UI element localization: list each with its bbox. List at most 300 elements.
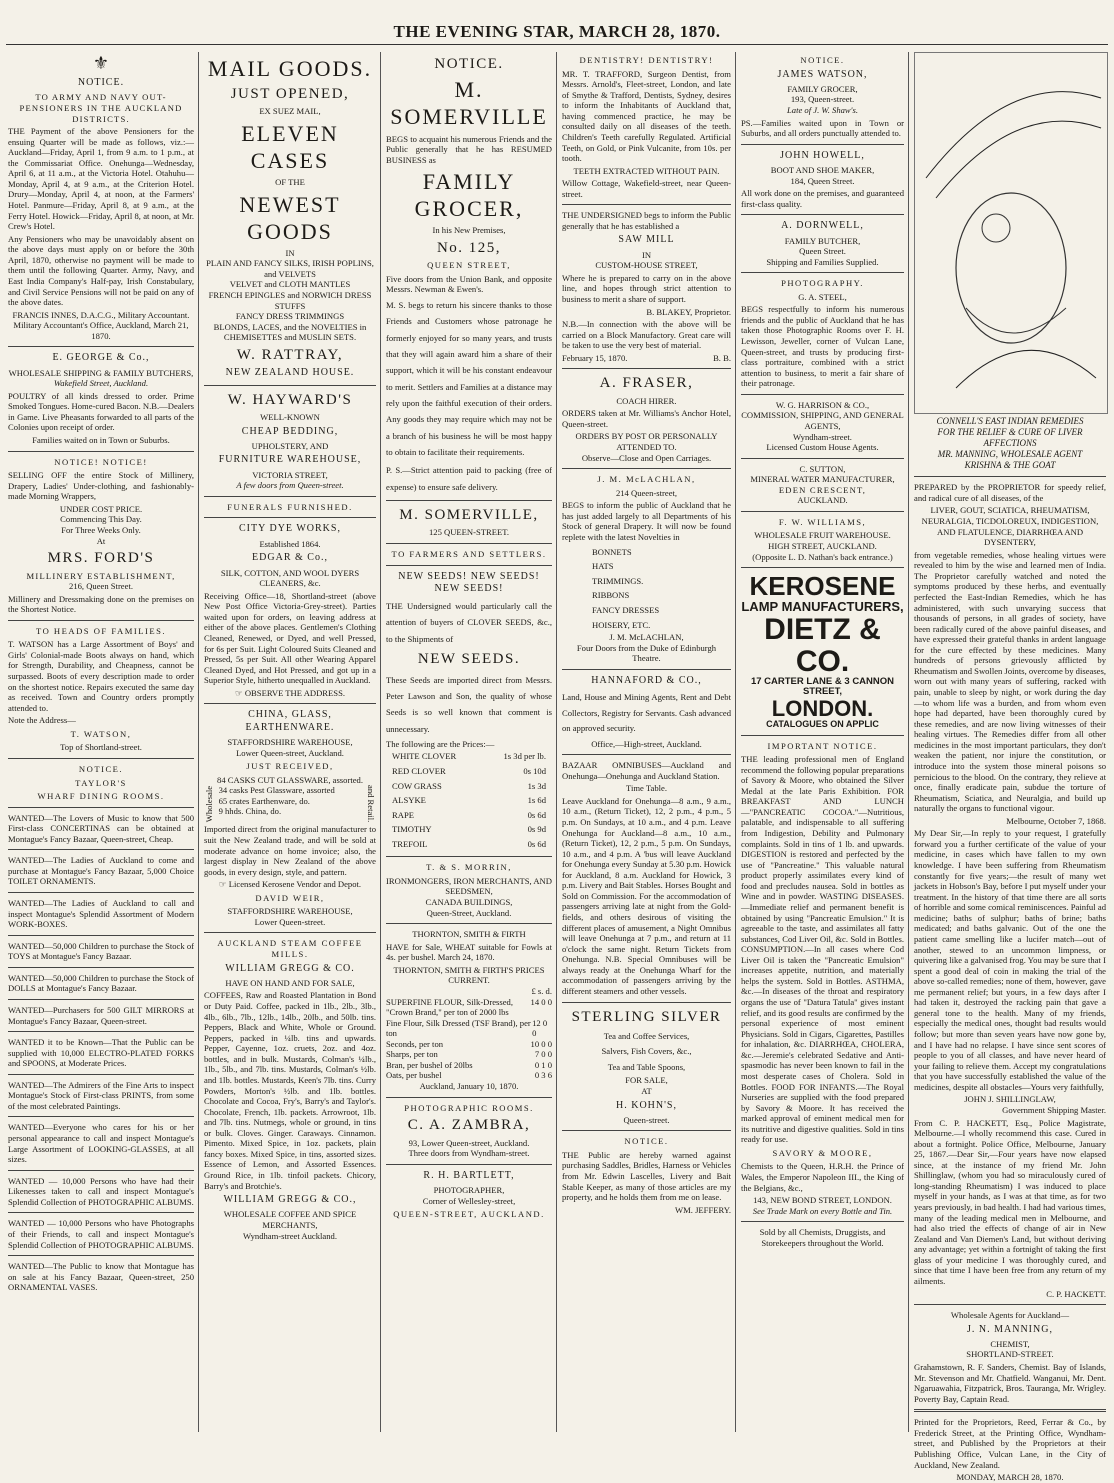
eleven-cases: ELEVEN CASES	[241, 121, 339, 174]
flour-price: 14 0 0	[530, 996, 552, 1007]
new-seeds-heading: NEW SEEDS! NEW SEEDS! NEW SEEDS!	[398, 570, 540, 594]
notice-heading: NOTICE.	[434, 56, 504, 72]
printed-imprint: Printed for the Proprietors, Reed, Ferrar & Co., by Frederick Street, at the Printing Office, Wyndham-street, and Published by the Proprietors at their Publishing Office, Vulcan Lane, in the City of Auckland, New Zealand.	[914, 1417, 1106, 1470]
china-heading: CHINA, GLASS, EARTHENWARE.	[245, 709, 335, 733]
column-4	[558, 52, 735, 1432]
ford-at: At	[96, 535, 106, 546]
taylor-name: TAYLOR'S	[75, 777, 127, 788]
army-body: THE Payment of the above Pensioners for the ensuing Quarter will be made as follows, viz.:— Auckland—Friday, April 1, from 9 a.m. to 1 p.m., at the Commissariat Office. Onehunga—Wednesday, April 6, at 11 a.m., at the Victoria Hotel. Otahuhu—Monday, April 4, at 9 a.m., at the Criterion Hotel. Drury—Monday, April 4, at noon, at the Farmers' Hotel. Panmure—Friday, April 8, at 9 a.m., at the Ferry Hotel. Howick—Friday, April 8, at noon, at Mr. Crew's Hotel.	[8, 126, 194, 232]
thornton-name: THORNTON, SMITH & FIRTH	[412, 929, 526, 940]
thornton-prices: THORNTON, SMITH & FIRTH'S PRICES CURRENT.	[393, 964, 545, 986]
wholesale-label: Wholesale	[204, 786, 214, 823]
divider	[8, 1116, 194, 1117]
george-name: E. GEORGE & Co.,	[52, 352, 150, 364]
army-body-2: Any Pensioners who may be unavoidably absent on the above days must apply on or before the 30th April, 1870, otherwise no payment will be made to them until the following Quarter. Army, Navy, and East India Company's Half-pay, Irish Constabulary, and Civil Service Pensions will not be paid on any of the above dates.	[8, 233, 194, 308]
seed-name: ALSYKE	[392, 795, 426, 806]
ford-body: SELLING OFF the entire Stock of Millinery, Drapery, Ladies' Under-clothing, and fashionably-made Morning Wrappers,	[8, 470, 194, 502]
dye-body: Receiving Office—18, Shortland-street (above New Post Office Victoria-Grey-street). Parties waited upon for orders, on leaving address at either of the above places. Gentlemen's Clothing Cleaned, Renewed, or Dyed, and well Pressed, for 6s per Suit. Light Coloured Suits Cleaned and Pressed, 5s per Suit. All other Wearing Apparel Cleaned Dyed, and Hot Pressed, and got up in a Superior Style, hitherto unequalled in Auckland.	[204, 590, 376, 686]
liver-diseases: LIVER, GOUT, SCIATICA, RHEUMATISM, NEURALGIA, TICDOLOREUX, INDIGESTION, AND FLATULENCE, DIARRHŒA AND DYSENTERY,	[921, 505, 1099, 548]
divider	[8, 1255, 194, 1256]
flour-item: Sharps, per ton	[386, 1049, 438, 1060]
harrison-licensed: Licensed Custom House Agents.	[766, 442, 879, 453]
five-doors: Five doors from the Union Bank, and opposite Messrs. Newman & Ewen's.	[386, 273, 552, 295]
gregg-sub: HAVE ON HAND AND FOR SALE,	[225, 977, 355, 988]
army-signature: FRANCIS INNES, D.A.C.G., Military Accountant.	[12, 309, 190, 320]
masthead-rule	[6, 44, 1108, 45]
bazaar-body: Leave Auckland for Onehunga—8 a.m., 9 a.m., 10 a.m., (Return Ticket), 12, 2 p.m., 4 p.m., 5 p.m. On Sundays, at 10 a.m., and 4 p.m. Leave Onehunga for Auckland—8 a.m., 10 a.m., (Return Ticket), 12, 2 p.m., 5 p.m. On Sundays, 10 a.m., and 4 p.m. A 'bus will leave Auckland for Onehunga every Sunday at 5.30 p.m. Howick for Auckland, 8 a.m. Auckland for Howick, 3 p.m. Livery and Bait Stables. Horses Bought and Sold on Commission. For the accommodation of passengers arriving late at night from the Gold-fields, and others desirous of visiting the different places of amusement, a Night Omnibus will leave Onehunga at 7 p.m., and return at 11 o'clock the same night. Return Tickets from Onehunga. N.B. Special Omnibuses will be always ready at the Onehunga Wharf for the accommodation of passengers arriving by the different steamers and other vessels.	[562, 795, 731, 996]
dye-sub: SILK, COTTON, AND WOOL DYERS CLEANERS, &c.	[220, 567, 360, 589]
watson-sub: FAMILY GROCER,	[787, 83, 858, 94]
blakey-signature: B. BLAKEY, Proprietor.	[646, 306, 731, 317]
notice-heading: NOTICE.	[77, 77, 125, 89]
divider	[8, 807, 194, 808]
notice-heading-2: NOTICE.	[624, 1136, 669, 1147]
flour-price: 12 0 0	[532, 1017, 548, 1039]
seed-price: 1s 3d	[527, 780, 546, 791]
remedies-illustration-icon	[916, 58, 1106, 408]
seed-price-row	[386, 779, 552, 794]
bazaar-heading: BAZAAR OMNIBUSES—Auckland and Onehunga—Onehunga and Auckland Station.	[562, 760, 731, 781]
flour-price: 0 3 6	[534, 1070, 552, 1081]
fraser-name: A. FRASER,	[599, 375, 694, 392]
edgar-name: EDGAR & Co.,	[252, 552, 328, 564]
flour-row	[386, 997, 552, 1018]
wanted-item: WANTED—The Admirers of the Fine Arts to inspect Montague's Stock of First-class PRINTS, from some of the most celebrated Paintings.	[8, 1079, 194, 1111]
divider	[8, 758, 194, 759]
chemist-label: CHEMIST,	[990, 1338, 1030, 1349]
seed-price-row	[386, 749, 552, 764]
seed-price: 0s 9d	[527, 824, 546, 835]
rattray-name: W. RATTRAY,	[236, 346, 344, 363]
howell-body: All work done on the premises, and guaranteed first-class quality.	[741, 188, 904, 209]
seed-name: TIMOTHY	[392, 824, 432, 835]
london-heading: LONDON.	[771, 696, 874, 722]
hackett-body: From C. P. HACKETT, Esq., Police Magistrate, Melbourne.—I wholly recommend this case. Cured in about a fortnight. Police Office, Melbourne, January 25, 1867.—Dear Sir,—Four years have now elapsed since, at the instance of my friend Mr. John Shillinglaw, (whom you had so miraculously cured of long-standing Rheumatism) I was induced to place myself in your hands, as I was at that time, as for two years previously, in bad health. I had had various times, many of the leading medical men in Melbourne, and had also tried the effects of change of air in New Zealand and Van Diemen's Land, but without deriving any advantage; yet within a fortnight of taking the first glass of your medicine I was thoroughly cured, and since that time I have been free from any return of my ailments.	[914, 1117, 1106, 1286]
weir-sub: STAFFORDSHIRE WAREHOUSE,	[227, 906, 353, 917]
dietz-name: DIETZ & CO.	[764, 613, 881, 678]
upholstery: UPHOLSTERY, AND	[251, 440, 329, 451]
silver-items	[562, 1029, 731, 1075]
divider	[204, 932, 376, 933]
wanted-item: WANTED—50,000 Children to purchase the Stock of DOLLS at Montague's Fancy Bazaar.	[8, 972, 194, 994]
for-sale: FOR SALE,	[625, 1075, 668, 1086]
mclachlan-item: HATS	[592, 561, 614, 572]
heads-name: T. WATSON,	[70, 728, 132, 739]
royal-arms-icon: ⚜	[92, 53, 110, 73]
few-doors: A few doors from Queen-street.	[236, 480, 344, 491]
flour-item: SUPERFINE FLOUR, Silk-Dressed, "Crown Brand," per ton of 2000 lbs	[386, 996, 514, 1018]
velvet-mantles: VELVET and CLOTH MANTLES	[229, 279, 351, 290]
savory-address: 143, NEW BOND STREET, LONDON.	[753, 1195, 892, 1206]
photography-heading: PHOTOGRAPHY.	[781, 278, 864, 289]
army-date: Military Accountant's Office, Auckland, March 21, 1870.	[13, 320, 189, 341]
kerosene-depot: ☞ Licensed Kerosene Vendor and Depot.	[218, 879, 362, 890]
seed-price-row	[386, 822, 552, 837]
shortland-street: SHORTLAND-STREET.	[966, 1349, 1054, 1360]
mclachlan-item: FANCY DRESSES	[592, 604, 660, 615]
victoria-street: VICTORIA STREET,	[252, 469, 328, 480]
ford-foot: Millinery and Dressmaking done on the premises on the Shortest Notice.	[8, 593, 194, 615]
hannaford-name: HANNAFORD & CO.,	[591, 674, 702, 686]
jeffery-signature: WM. JEFFERY.	[675, 1204, 731, 1215]
divider	[8, 451, 194, 452]
ford-establishment: MILLINERY ESTABLISHMENT,	[26, 570, 176, 581]
dornwell-body: Shipping and Families Supplied.	[766, 256, 879, 267]
cheap-bedding: CHEAP BEDDING,	[241, 425, 339, 437]
morrin-address: Queen-Street, Auckland.	[426, 907, 512, 918]
ford-address: 216, Queen Street.	[69, 581, 133, 592]
furniture-warehouse: FURNITURE WAREHOUSE,	[218, 454, 362, 466]
harrison-name: W. G. HARRISON & CO.,	[775, 399, 870, 410]
seed-price: 0s 6d	[527, 809, 546, 820]
ford-commencing: Commencing This Day.	[60, 514, 142, 525]
ford-name: MRS. FORD'S	[47, 550, 155, 567]
masthead	[0, 0, 1114, 52]
divider	[8, 1170, 194, 1171]
divider	[741, 272, 904, 273]
manning-name: J. N. MANNING,	[967, 1323, 1053, 1335]
column-3	[382, 52, 556, 1432]
divider	[386, 1164, 552, 1165]
seed-price: 1s 6d	[527, 795, 546, 806]
ford-price: UNDER COST PRICE.	[59, 503, 143, 514]
williams-address: HIGH STREET, AUCKLAND.	[768, 541, 877, 552]
saw-nb: N.B.—In connection with the above will be carried on a Block Manufactory. Great care will be taken to use the very best of material.	[562, 319, 731, 351]
queen-street: QUEEN STREET,	[427, 260, 511, 271]
seed-price: 1s 3d per lb.	[503, 751, 546, 762]
china-body: Imported direct from the original manufacturer to suit the New Zealand trade, and will be sold at moderate advance on home invoice; also, the largest display in New Zealand of the above goods, in every design, style, and pattern.	[204, 824, 376, 877]
farmers-heading: TO FARMERS AND SETTLERS.	[391, 548, 547, 559]
sterling-silver: STERLING SILVER	[571, 1008, 722, 1025]
gregg-address: Wyndham-street Auckland.	[243, 1230, 337, 1241]
bartlett-address-2: QUEEN-STREET, AUCKLAND.	[393, 1209, 545, 1220]
plain-silks: PLAIN AND FANCY SILKS, IRISH POPLINS, and VELVETS	[206, 258, 374, 279]
divider	[8, 967, 194, 968]
heads-address: Top of Shortland-street.	[60, 742, 142, 753]
dye-established: Established 1864.	[259, 538, 321, 549]
george-body: POULTRY of all kinds dressed to order. Prime Smoked Tongues. Home-cured Bacon. N.B.—Dealers in Game. Live Pheasants forwarded to all parts of the Colonies upon receipt of order.	[8, 390, 194, 433]
flour-row	[386, 1018, 552, 1039]
heads-heading: TO HEADS OF FAMILIES.	[35, 625, 167, 636]
divider	[562, 204, 731, 205]
gregg-sub-2: WHOLESALE COFFEE AND SPICE MERCHANTS,	[223, 1209, 357, 1231]
divider	[914, 1409, 1106, 1412]
saw-date: February 15, 1870.	[562, 352, 628, 363]
gregg-name: WILLIAM GREGG & CO.	[225, 962, 355, 974]
lower-queen: Lower Queen-street, Auckland.	[236, 747, 344, 758]
divider	[741, 394, 904, 395]
mclachlan-item: HOISERY, ETC.	[592, 619, 651, 630]
seed-name: RED CLOVER	[392, 765, 446, 776]
divider	[562, 368, 731, 369]
funerals-furnished: FUNERALS FURNISHED.	[227, 501, 353, 512]
divider	[741, 214, 904, 215]
seed-price-row	[386, 764, 552, 779]
fraser-body: ORDERS taken at Mr. Williams's Anchor Hotel, Queen-street.	[562, 408, 731, 429]
flour-item: Seconds, per ton	[386, 1038, 444, 1049]
dornwell-sub: FAMILY BUTCHER,	[784, 235, 861, 246]
george-sub: WHOLESALE SHIPPING & FAMILY BUTCHERS,	[8, 367, 194, 378]
dentistry-body: MR. T. TRAFFORD, Surgeon Dentist, from Messrs. Arnold's, Fleet-street, London, and late of Smythe & Trafford, Dentists, Sydney, desires to inform the Inhabitants of Auckland that, having commenced practice, he may be consulted daily on all diseases of the teeth. Children's Teeth carefully Regulated. Artificial Teeth, on Gold, or Pink Vulcanite, from 10s. per tooth.	[562, 68, 731, 164]
east-indian-remedies-illustration	[914, 52, 1108, 414]
fraser-observe: Observe—Close and Open Carriages.	[581, 452, 712, 463]
divider	[741, 458, 904, 459]
seed-price: 0s 10d	[523, 765, 546, 776]
sutton-address: EDEN CRESCENT,	[778, 484, 867, 495]
dornwell-address: Queen Street.	[799, 246, 846, 257]
shillinglaw-title: Government Shipping Master.	[1002, 1104, 1106, 1115]
new-seeds: NEW SEEDS.	[417, 651, 521, 668]
newest-goods: NEWEST GOODS	[239, 191, 341, 244]
bartlett-name: R. H. BARTLETT,	[423, 1169, 515, 1181]
flour-price: 7 0 0	[534, 1049, 552, 1060]
divider	[386, 500, 552, 501]
wanted-item: WANTED—The Ladies of Auckland to call and inspect Montague's Splendid Assortment of Modern WORK-BOXES.	[8, 898, 194, 930]
george-address: Wakefield Street, Auckland.	[53, 378, 149, 389]
column-5	[737, 52, 908, 1432]
flour-price: 10 0 0	[530, 1038, 552, 1049]
morrin-name: T. & S. MORRIN,	[426, 862, 512, 873]
shillinglaw-name: JOHN J. SHILLINGLAW,	[964, 1094, 1056, 1105]
savory-sold: Sold by all Chemists, Druggists, and Storekeepers throughout the World.	[759, 1227, 886, 1248]
divider	[204, 517, 376, 518]
saw-body: THE UNDERSIGNED begs to inform the Public generally that he has established a	[562, 210, 731, 231]
dietz-address: 17 CARTER LANE & 3 CANNON STREET,	[750, 676, 895, 698]
saw-body-2: Where he is prepared to carry on in the above line, and hopes through strict attention to business to merit a share of support.	[562, 272, 731, 304]
george-foot: Families waited on in Town or Suburbs.	[32, 435, 170, 446]
steel-body: BEGS respectfully to inform his numerous friends and the public of Auckland that he has taken those Photographic Rooms over F. H. Lewisson, Jeweller, corner of Vulcan Lane, Queen-street, and trusts by producing first-class portraiture, combined with a strict attention to business, to merit a fair share of their patronage.	[741, 304, 904, 389]
silver-item: Salvers, Fish Covers, &c.,	[601, 1046, 692, 1057]
savory-name: SAVORY & MOORE,	[772, 1147, 873, 1158]
divider	[8, 999, 194, 1000]
howell-address: 184, Queen Street.	[790, 175, 855, 186]
watson-name: JAMES WATSON,	[777, 68, 868, 80]
of-the: OF THE	[275, 177, 305, 188]
watson-address: 193, Queen-street.	[790, 94, 855, 105]
at-label: AT	[641, 1085, 652, 1096]
wanted-list	[8, 813, 194, 1293]
issue-date: MONDAY, MARCH 28, 1870.	[956, 1472, 1064, 1483]
divider	[741, 1221, 904, 1222]
divider	[204, 703, 376, 704]
photo-rooms: PHOTOGRAPHIC ROOMS.	[404, 1102, 534, 1113]
mclachlan-items	[562, 545, 731, 633]
divider	[741, 511, 904, 512]
prepared-body: PREPARED by the PROPRIETOR for speedy relief, and radical cure of all diseases, of the	[914, 482, 1106, 503]
dye-observe: ☞ OBSERVE THE ADDRESS.	[235, 687, 345, 698]
flour-item: Bran, per bushel of 20lbs	[386, 1059, 473, 1070]
weir-address: Lower Queen-street.	[254, 916, 326, 927]
column-rule	[198, 52, 199, 1432]
wanted-item: WANTED — 10,000 Persons who have Photographs of their Friends, to call and inspect Montague's Splendid Collection of PHOTOGRAPHIC ALBUMS.	[8, 1218, 194, 1250]
somerville-ps: P. S.—Strict attention paid to packing (free of expense) to ensure safe delivery.	[386, 465, 552, 492]
seed-price-row	[386, 808, 552, 823]
williams-sub: WHOLESALE FRUIT WAREHOUSE.	[754, 530, 891, 541]
ad-line: KRISHNA & THE GOAT	[964, 460, 1056, 471]
morrin-sub: IRONMONGERS, IRON MERCHANTS, AND SEEDSMEN,	[386, 875, 552, 897]
retail-label: and Retail.	[366, 785, 376, 823]
divider	[386, 1097, 552, 1098]
seed-price-row	[386, 837, 552, 852]
divider	[562, 1130, 731, 1131]
divider	[741, 144, 904, 145]
ad-line: FOR THE RELIEF & CURE OF LIVER AFFECTIONS	[937, 427, 1083, 449]
harrison-sub: COMMISSION, SHIPPING, AND GENERAL AGENTS,	[741, 410, 904, 431]
wanted-item: WANTED — 10,000 Persons who have had their Likenesses taken to call and inspect Montague's Splendid Collection of PHOTOGRAPHIC ALBUMS.	[8, 1175, 194, 1207]
column-rule	[908, 52, 909, 1432]
mail-goods-heading: MAIL GOODS.	[207, 56, 373, 81]
bartlett-address: Corner of Wellesley-street,	[422, 1195, 516, 1206]
mclachlan-name: J. M. McLACHLAN,	[597, 474, 696, 485]
just-opened: JUST OPENED,	[230, 86, 350, 103]
divider	[562, 669, 731, 670]
family-grocer: FAMILY GROCER,	[414, 169, 524, 222]
stock-line: 9 hhds. China, do.	[218, 806, 282, 817]
fraser-sub: COACH HIRER.	[616, 395, 677, 406]
mclachlan-item: RIBBONS	[592, 590, 630, 601]
number-125: No. 125,	[436, 239, 502, 256]
silver-item: Tea and Coffee Services,	[603, 1030, 690, 1041]
post-orders: ORDERS BY POST OR PERSONALLY ATTENDED TO.	[575, 431, 718, 453]
french-epingles: FRENCH EPINGLES and NORWICH DRESS STUFFS	[208, 290, 372, 311]
williams-name: F. W. WILLIAMS,	[778, 516, 867, 527]
howell-sub: BOOT AND SHOE MAKER,	[770, 164, 875, 175]
hayward-wellknown: WELL-KNOWN	[260, 412, 320, 423]
divider	[562, 1002, 731, 1003]
dentistry-heading: DENTISTRY! DENTISTRY!	[579, 55, 714, 65]
kohn-address: Queen-street.	[623, 1114, 670, 1125]
column-2	[200, 52, 380, 1432]
wanted-item: WANTED—Everyone who cares for his or her personal appearance to call and inspect Montague's Large Assortment of LOOKING-GLASSES, at all sizes.	[8, 1122, 194, 1165]
nz-house: NEW ZEALAND HOUSE.	[225, 367, 355, 379]
stock-line: 34 casks Pest Glassware, assorted	[218, 785, 335, 796]
mclachlan-address: 214 Queen-street,	[615, 487, 678, 498]
divider	[914, 1304, 1106, 1305]
divider	[8, 1031, 194, 1032]
just-received: JUST RECEIVED,	[246, 761, 334, 772]
wanted-item: WANTED—50,000 Children to purchase the Stock of TOYS at Montague's Fancy Bazaar.	[8, 940, 194, 962]
lamp-manufacturers: LAMP MANUFACTURERS,	[741, 599, 904, 615]
somerville-body-2: M. S. begs to return his sincere thanks to those Friends and Customers whose patronage he formerly enjoyed for so many years, and trusts that they will again award him a share of their support, which it will be his constant endeavour to merit. Settlers and Families at a distance may rely upon the faithful execution of their orders. Any goods they may require which may not be a branch of his business he will be most happy to obtain to facilitate their requirements.	[386, 300, 552, 457]
time-table: Time Table.	[626, 783, 667, 794]
stock-list	[204, 785, 376, 822]
divider	[8, 620, 194, 621]
watson-ps: PS.—Families waited upon in Town or Suburbs, and all orders punctually attended to.	[741, 117, 904, 139]
flour-price: 0 1 0	[534, 1059, 552, 1070]
divider	[8, 346, 194, 347]
mclachlan-address-2: Four Doors from the Duke of Edinburgh Theatre.	[576, 642, 717, 664]
new-premises: In his New Premises,	[432, 225, 506, 236]
agents-heading: Wholesale Agents for Auckland—	[950, 1310, 1070, 1321]
wanted-item: WANTED—The Ladies of Auckland to come and purchase at Montague's Fancy Bazaar, 5,000 Choice TOILET ORNAMENTS.	[8, 855, 194, 887]
seed-price: 0s 6d	[527, 838, 546, 849]
column-rule	[556, 52, 557, 1432]
flour-row	[386, 1060, 552, 1071]
important-notice: IMPORTANT NOTICE.	[767, 740, 878, 751]
seeds-body: THE Undersigned would particularly call the attention of buyers of CLOVER SEEDS, &c., to the Shipments of	[386, 601, 552, 644]
hannaford-body: Land, House and Mining Agents, Rent and Debt Collectors, Registry for Servants. Cash advanced on approved security.	[562, 692, 731, 734]
savory-trade-mark: See Trade Mark on every Bottle and Tin.	[752, 1205, 893, 1216]
dye-works: CITY DYE WORKS,	[239, 523, 341, 535]
seed-name: RAPE	[392, 809, 414, 820]
howell-name: JOHN HOWELL,	[780, 149, 865, 161]
mclachlan-item: BONNETS	[592, 546, 632, 557]
gregg-body: COFFEES, Raw and Roasted Plantation in Bond or Duty Paid. Coffee, packed in 1lb., 2lb., 3lb., 4lb., 6lb., 7lb., 12lb., 14lb., 20lb., and 50lb. tins. Peppers, Black and White, Whole or Ground. Peppers, packed in ¼lb. tins and upwards. Pepper, Cayenne, 1oz. cruets, 2oz. and 4oz. bottles, and in bulk. Mustards, Colman's ¼lb., 1lb., 5lb., and 7lb. tins. Mustards, Colman's ½lb. and 1lb. bottles. Mustards, Keen's 7lb. tins. Curry Powders, Morton's ½lb. and 1lb. bottles. Chocolate and Cocoa, Fry's, Barry's and Taylor's. Chocolate, French, 1lb. packets. Arrowroot, 1lb. and 7lb. tins. Nutmegs, whole or ground, in tins or bulk. Cloves. Ginger. Caraways. Cinnamon. Pimento. Mixed Spice, in 1oz. packets, plain fancy boxes. Mixed Spice, in tins, assorted sizes. Essence of Lemon, and Assorted Essences. Ground Rice, in 1lb. tinfoil packets. Chicory, Barry's and Brotchie's.	[204, 990, 376, 1191]
ad-line: MR. MANNING, WHOLESALE AGENT	[937, 449, 1083, 460]
sutton-name: C. SUTTON,	[799, 463, 846, 474]
somerville-body: BEGS to acquaint his numerous Friends and the Public generally that he has RESUMED BUSINESS as	[386, 133, 552, 165]
seed-price-list	[386, 749, 552, 851]
divider	[386, 923, 552, 924]
casks-glassware: 84 CASKS CUT GLASSWARE, assorted.	[217, 774, 363, 785]
flour-price-list	[386, 1018, 552, 1081]
somerville-name-2: M. SOMERVILLE,	[399, 506, 539, 523]
flour-row	[386, 1070, 552, 1081]
important-body: THE leading professional men of England recommend the following popular preparations of Savory & Moore, who obtained the Silver Medal at the late Paris Exhibition. FOR BREAKFAST AND LUNCH—"PANCREATIC COCOA."—Nutritious, palatable, and indispensable to all suffering from Indigestion, Debility and Pulmonary complaints. Sold in tins of 1 lb. and upwards. DIGESTION is restored and perfected by the use of "Pancreatine." This valuable natural product properly assimilates every kind of food and precludes nausea. Sold in bottles as Wine and in powder. WASTING DISEASES.—Immediate relief and permanent benefit is obtained by using "Pancreatic Emulsion." It is agreeable to the taste, and assimilates all fatty substances, Cod Liver Oil, &c. Sold in Bottles. CONSUMPTION.—In all cases where Cod Liver Oil is taken the "Pancreatic Emulsion" increases appetite, nutrition, and materially helps the system. Sold in Bottles. ASTHMA, &c.—In diseases of the throat and respiratory organs the use of "Datura Tatula" gives instant relief, and its good results are confirmed by the personal experience of most eminent Physicians. Sold in Cigars, Cigarettes, Pastilles for inhalation, &c. DIARRHŒA, CHOLERA, &c.—Jeremie's celebrated Sedative and Anti-spasmodic has never been known to fail in the most desperate cases of Cholera. Sold in Bottles. FOOD FOR INFANTS.—The Royal Nurseries are supplied with the food prepared by Savory & Moore. It has received the marked approval of eminent medical men for its nutritive and digestive qualities. Sold in tins ready for use.	[741, 754, 904, 1145]
sutton-sub: MINERAL WATER MANUFACTURER,	[750, 474, 895, 485]
ford-notice: NOTICE! NOTICE!	[54, 456, 148, 467]
mclachlan-name-2: J. M. McLACHLAN,	[609, 632, 684, 643]
notice-body-2: THE Public are hereby warned against purchasing Saddles, Bridles, Harness or Vehicles from Mr. Edwin Lascelles, Livery and Bait Stable Keeper, as many of those articles are my property, and he holds them from me on lease.	[562, 1149, 731, 1203]
divider	[204, 385, 376, 386]
divider	[8, 892, 194, 893]
column-1	[4, 52, 198, 1432]
ad-lines	[914, 416, 1106, 471]
newspaper-title: THE EVENING STAR, MARCH 28, 1870.	[393, 22, 721, 41]
agents-list: Grahamstown, R. F. Sanders, Chemist. Bay of Islands, Mr. Stevenson and Mr. Chatfield. Wanganui, Mr. Dent. Ngaruawahia, Fitzpatrick, Bros. Tauranga, Mr. Wrigley. Poverty Bay, Captain Read.	[914, 1362, 1106, 1404]
williams-opposite: (Opposite L. D. Nathan's back entrance.)	[752, 551, 893, 562]
ad-line: CONNELL'S EAST INDIAN REMEDIES	[936, 416, 1084, 426]
savory-body: Chemists to the Queen, H.R.H. the Prince of Wales, the Emperor Napoleon III., the King of the Belgians, &c.,	[741, 1161, 904, 1193]
saw-in: IN	[641, 249, 652, 260]
zambra-doors: Three doors from Wyndham-street.	[408, 1148, 530, 1159]
notice-heading: NOTICE.	[800, 55, 845, 65]
flour-row	[386, 1049, 552, 1060]
painless-extraction: TEETH EXTRACTED WITHOUT PAIN.	[573, 165, 720, 176]
mclachlan-item: TRIMMINGS.	[592, 575, 644, 586]
divider	[8, 935, 194, 936]
somerville-name: M. SOMERVILLE	[390, 77, 548, 130]
saw-date-row	[562, 353, 731, 364]
seed-name: TREFOIL	[392, 838, 428, 849]
suez-mail: EX SUEZ MAIL,	[259, 106, 321, 117]
divider	[914, 476, 1106, 477]
canada-buildings: CANADA BUILDINGS,	[425, 897, 513, 908]
weir-name: DAVID WEIR,	[255, 892, 325, 903]
letter-date: Melbourne, October 7, 1868.	[1006, 815, 1106, 826]
stock-line: 65 crates Earthenware, do.	[218, 795, 310, 806]
divider	[8, 1074, 194, 1075]
thornton-body: HAVE for Sale, WHEAT suitable for Fowls at 4s. per bushel. March 24, 1870.	[386, 941, 552, 963]
zambra-name: C. A. ZAMBRA,	[407, 1117, 531, 1134]
divider	[8, 849, 194, 850]
bartlett-sub: PHOTOGRAPHER,	[433, 1185, 505, 1195]
kerosene-heading: KEROSENE	[749, 571, 896, 602]
flour-item: Fine Flour, Silk Dressed (TSF Brand), per ton	[386, 1017, 531, 1039]
flour-row	[386, 1039, 552, 1050]
army-heading: TO ARMY AND NAVY OUT-PENSIONERS IN THE AUCKLAND DISTRICTS.	[19, 92, 183, 124]
hackett-signature: C. P. HACKETT.	[1046, 1288, 1106, 1299]
divider	[741, 567, 904, 568]
gregg-name-2: WILLIAM GREGG & CO.,	[223, 1194, 357, 1206]
column-6	[910, 52, 1110, 1483]
taylor-sub: WHARF DINING ROOMS.	[37, 791, 165, 802]
flour-date: Auckland, January 10, 1870.	[419, 1081, 519, 1092]
seed-price-row	[386, 793, 552, 808]
wanted-item: WANTED it to be Known—That the Public can be supplied with 10,000 ELECTRO-PLATED FORKS and SPOONS, at Moderate Prices.	[8, 1037, 194, 1069]
staffordshire: STAFFORDSHIRE WAREHOUSE,	[227, 736, 353, 747]
seeds-body-2: These Seeds are imported direct from Messrs. Peter Lawson and Son, the quality of whose Seeds is so well known that comment is unnecessary.	[386, 674, 552, 734]
